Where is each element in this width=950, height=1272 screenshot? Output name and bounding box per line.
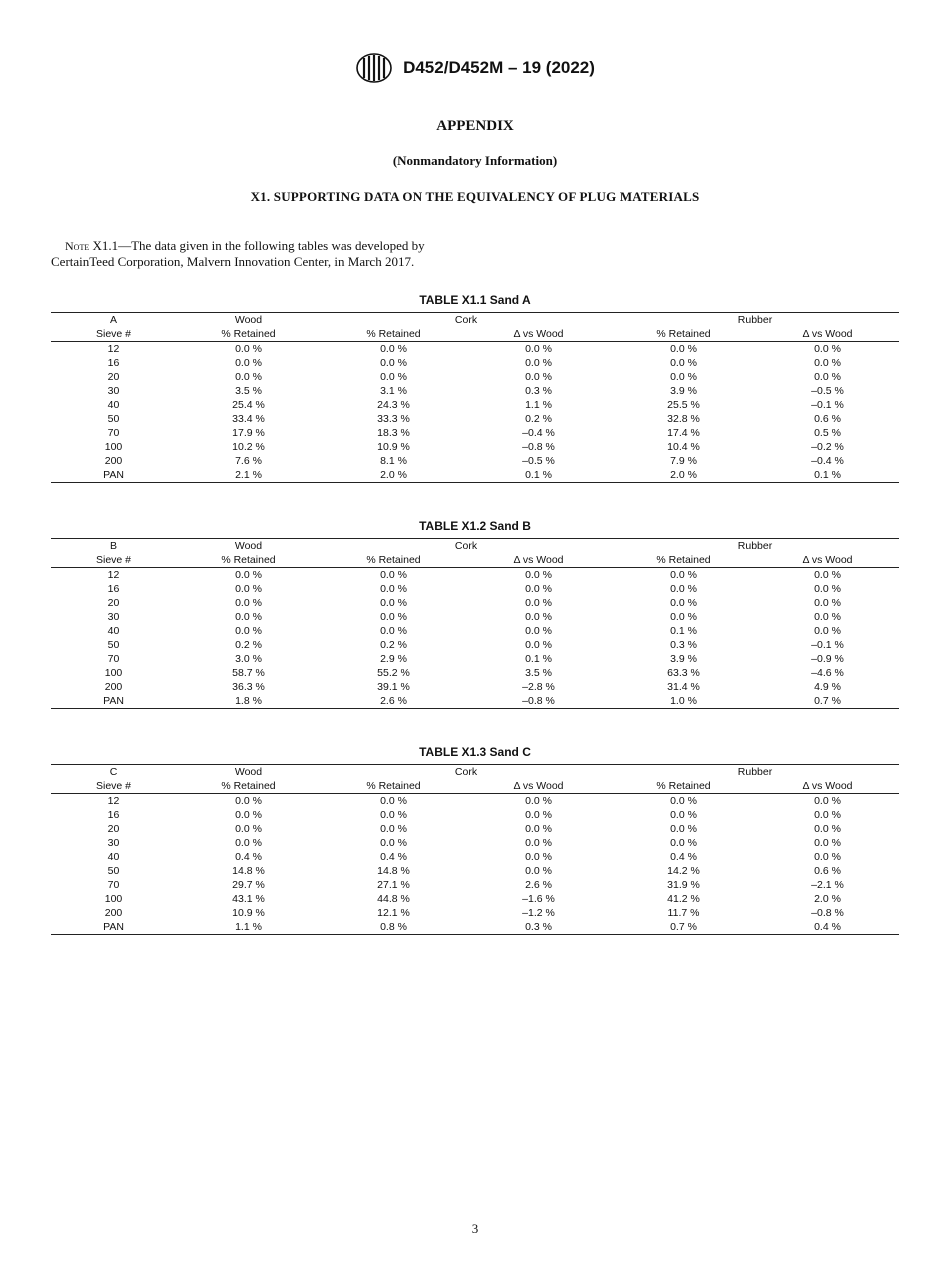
value-cell: 0.4 % <box>235 851 262 863</box>
sieve-cell: 200 <box>104 455 123 467</box>
value-cell: 0.0 % <box>235 597 262 609</box>
sieve-cell: 70 <box>107 879 120 891</box>
table-row <box>51 624 899 638</box>
value-cell: 0.3 % <box>670 639 697 651</box>
value-cell: 0.0 % <box>670 357 697 369</box>
table-sand-c <box>51 744 899 935</box>
value-cell: 0.0 % <box>525 837 552 849</box>
table-row <box>51 878 899 892</box>
value-cell: 10.9 % <box>232 907 265 919</box>
value-cell: 0.0 % <box>670 569 697 581</box>
value-cell: 58.7 % <box>232 667 265 679</box>
group-header: A <box>51 313 176 328</box>
value-cell: 3.9 % <box>670 653 697 665</box>
value-cell: 0.0 % <box>670 371 697 383</box>
value-cell: 0.1 % <box>670 625 697 637</box>
sieve-cell: 12 <box>107 569 120 581</box>
table-row <box>51 412 899 426</box>
table-title: TABLE X1.2 Sand B <box>419 519 531 533</box>
value-cell: 14.8 % <box>232 865 265 877</box>
value-cell: 0.0 % <box>670 823 697 835</box>
value-cell: 0.0 % <box>525 343 552 355</box>
value-cell: 0.0 % <box>670 809 697 821</box>
value-cell: 0.0 % <box>814 569 841 581</box>
sieve-cell: 30 <box>107 611 120 623</box>
sieve-cell: 40 <box>107 625 120 637</box>
sieve-cell: 12 <box>107 795 120 807</box>
column-header: Sieve # <box>51 553 176 568</box>
document-header <box>0 52 950 84</box>
sieve-cell: 70 <box>107 653 120 665</box>
group-header: Wood <box>176 313 321 328</box>
value-cell: –0.8 % <box>522 441 555 453</box>
note-label: Note <box>65 239 90 253</box>
column-header: % Retained <box>321 553 466 568</box>
table-title: TABLE X1.3 Sand C <box>419 745 531 759</box>
value-cell: 0.0 % <box>235 357 262 369</box>
value-cell: 0.0 % <box>670 597 697 609</box>
value-cell: 0.2 % <box>235 639 262 651</box>
table-row <box>51 652 899 666</box>
column-header: % Retained <box>321 327 466 342</box>
value-cell: 0.0 % <box>670 837 697 849</box>
value-cell: 43.1 % <box>232 893 265 905</box>
value-cell: 7.9 % <box>670 455 697 467</box>
value-cell: 0.0 % <box>380 837 407 849</box>
value-cell: 25.5 % <box>667 399 700 411</box>
group-header: Rubber <box>611 765 899 780</box>
value-cell: 0.0 % <box>525 371 552 383</box>
value-cell: 1.1 % <box>525 399 552 411</box>
value-cell: 0.0 % <box>670 583 697 595</box>
table-row <box>51 426 899 440</box>
table-row <box>51 906 899 920</box>
column-header: Δ vs Wood <box>756 779 899 794</box>
column-header: Sieve # <box>51 779 176 794</box>
value-cell: 1.1 % <box>176 920 321 935</box>
value-cell: 0.0 % <box>380 371 407 383</box>
value-cell: 0.0 % <box>380 597 407 609</box>
value-cell: 0.0 % <box>814 357 841 369</box>
group-header: Wood <box>176 539 321 554</box>
table-row <box>51 680 899 694</box>
value-cell: 1.0 % <box>611 694 756 709</box>
value-cell: 2.9 % <box>380 653 407 665</box>
column-header: % Retained <box>176 779 321 794</box>
value-cell: 14.8 % <box>377 865 410 877</box>
value-cell: 0.0 % <box>525 639 552 651</box>
sieve-cell: 50 <box>107 639 120 651</box>
value-cell: 2.0 % <box>814 893 841 905</box>
value-cell: 39.1 % <box>377 681 410 693</box>
column-header: Δ vs Wood <box>756 553 899 568</box>
value-cell: 0.0 % <box>814 795 841 807</box>
value-cell: 0.0 % <box>235 823 262 835</box>
value-cell: 0.1 % <box>756 468 899 483</box>
value-cell: 2.6 % <box>525 879 552 891</box>
column-header: Sieve # <box>51 327 176 342</box>
table-sand-a <box>51 292 899 483</box>
value-cell: 0.0 % <box>235 795 262 807</box>
value-cell: 31.4 % <box>667 681 700 693</box>
value-cell: 0.8 % <box>321 920 466 935</box>
sieve-cell: 100 <box>104 667 123 679</box>
table-row <box>51 666 899 680</box>
value-cell: –1.2 % <box>522 907 555 919</box>
table-row <box>51 568 899 583</box>
value-cell: –0.4 % <box>811 455 844 467</box>
value-cell: 2.1 % <box>176 468 321 483</box>
value-cell: 0.0 % <box>814 611 841 623</box>
value-cell: 0.0 % <box>814 625 841 637</box>
value-cell: 8.1 % <box>380 455 407 467</box>
value-cell: –2.8 % <box>522 681 555 693</box>
sieve-cell: 40 <box>107 851 120 863</box>
value-cell: 29.7 % <box>232 879 265 891</box>
value-cell: –0.5 % <box>522 455 555 467</box>
table-row <box>51 808 899 822</box>
value-cell: 0.0 % <box>670 795 697 807</box>
sieve-cell: PAN <box>51 468 176 483</box>
value-cell: 0.0 % <box>814 597 841 609</box>
column-header: Δ vs Wood <box>466 327 611 342</box>
column-header: % Retained <box>611 553 756 568</box>
value-cell: 11.7 % <box>667 907 700 919</box>
value-cell: 0.4 % <box>756 920 899 935</box>
value-cell: 10.4 % <box>667 441 700 453</box>
value-cell: 0.0 % <box>814 809 841 821</box>
data-table <box>51 764 899 935</box>
table-row <box>51 342 899 357</box>
value-cell: 0.0 % <box>380 343 407 355</box>
value-cell: 0.0 % <box>525 357 552 369</box>
data-table <box>51 312 899 483</box>
sieve-cell: 50 <box>107 413 120 425</box>
sieve-cell: PAN <box>51 920 176 935</box>
value-cell: 0.0 % <box>814 823 841 835</box>
sieve-cell: PAN <box>51 694 176 709</box>
table-row <box>51 920 899 935</box>
group-header: Rubber <box>611 539 899 554</box>
value-cell: 0.0 % <box>525 865 552 877</box>
table-row <box>51 370 899 384</box>
sieve-cell: 100 <box>104 893 123 905</box>
table-row <box>51 638 899 652</box>
value-cell: 44.8 % <box>377 893 410 905</box>
column-header: % Retained <box>176 553 321 568</box>
group-header: C <box>51 765 176 780</box>
value-cell: 31.9 % <box>667 879 700 891</box>
group-header: Rubber <box>611 313 899 328</box>
note-text-line-1: X1.1—The data given in the following tables was developed by <box>89 238 425 253</box>
table-row <box>51 582 899 596</box>
value-cell: 3.5 % <box>525 667 552 679</box>
value-cell: 0.1 % <box>466 468 611 483</box>
value-cell: 0.0 % <box>235 611 262 623</box>
value-cell: –0.2 % <box>811 441 844 453</box>
value-cell: 36.3 % <box>232 681 265 693</box>
value-cell: 0.0 % <box>380 611 407 623</box>
value-cell: 3.0 % <box>235 653 262 665</box>
sieve-cell: 200 <box>104 681 123 693</box>
value-cell: 0.0 % <box>814 343 841 355</box>
table-row <box>51 610 899 624</box>
value-cell: 0.0 % <box>525 625 552 637</box>
column-header: % Retained <box>176 327 321 342</box>
note-text-line-2: CertainTeed Corporation, Malvern Innovation Center, in March 2017. <box>51 254 415 269</box>
value-cell: 0.0 % <box>380 809 407 821</box>
value-cell: 0.0 % <box>380 357 407 369</box>
value-cell: 12.1 % <box>377 907 410 919</box>
value-cell: 3.5 % <box>235 385 262 397</box>
value-cell: –0.1 % <box>811 639 844 651</box>
value-cell: 0.0 % <box>525 611 552 623</box>
value-cell: 0.0 % <box>525 597 552 609</box>
table-row <box>51 794 899 809</box>
table-row <box>51 850 899 864</box>
value-cell: 0.0 % <box>235 809 262 821</box>
value-cell: 55.2 % <box>377 667 410 679</box>
sieve-cell: 16 <box>107 583 120 595</box>
value-cell: 2.6 % <box>321 694 466 709</box>
table-row <box>51 864 899 878</box>
table-row <box>51 356 899 370</box>
value-cell: 0.0 % <box>380 625 407 637</box>
value-cell: 0.0 % <box>814 851 841 863</box>
value-cell: 0.1 % <box>525 653 552 665</box>
value-cell: 25.4 % <box>232 399 265 411</box>
value-cell: 0.2 % <box>525 413 552 425</box>
value-cell: –0.5 % <box>811 385 844 397</box>
table-title: TABLE X1.1 Sand A <box>419 293 531 307</box>
value-cell: 0.0 % <box>235 371 262 383</box>
sieve-cell: 20 <box>107 823 120 835</box>
value-cell: 0.0 % <box>235 583 262 595</box>
table-row <box>51 398 899 412</box>
sieve-cell: 20 <box>107 597 120 609</box>
table-row <box>51 440 899 454</box>
value-cell: 0.3 % <box>466 920 611 935</box>
value-cell: –0.8 % <box>466 694 611 709</box>
value-cell: 0.0 % <box>380 795 407 807</box>
value-cell: 0.5 % <box>814 427 841 439</box>
column-header: % Retained <box>611 327 756 342</box>
group-header: Cork <box>321 313 611 328</box>
page-number: 3 <box>471 1221 479 1236</box>
value-cell: 0.0 % <box>235 625 262 637</box>
table-row <box>51 384 899 398</box>
value-cell: 10.9 % <box>377 441 410 453</box>
table-sand-b <box>51 518 899 709</box>
value-cell: –0.9 % <box>811 653 844 665</box>
value-cell: 63.3 % <box>667 667 700 679</box>
value-cell: 2.0 % <box>611 468 756 483</box>
value-cell: 0.0 % <box>235 569 262 581</box>
value-cell: 3.9 % <box>670 385 697 397</box>
value-cell: –2.1 % <box>811 879 844 891</box>
value-cell: 0.7 % <box>756 694 899 709</box>
value-cell: –0.8 % <box>811 907 844 919</box>
sieve-cell: 30 <box>107 837 120 849</box>
group-header: Cork <box>321 765 611 780</box>
value-cell: 0.4 % <box>380 851 407 863</box>
value-cell: 33.3 % <box>377 413 410 425</box>
value-cell: 18.3 % <box>377 427 410 439</box>
table-row <box>51 892 899 906</box>
value-cell: 0.0 % <box>235 837 262 849</box>
value-cell: 0.3 % <box>525 385 552 397</box>
astm-logo-icon <box>355 52 393 84</box>
sieve-cell: 30 <box>107 385 120 397</box>
sieve-cell: 200 <box>104 907 123 919</box>
sieve-cell: 12 <box>107 343 120 355</box>
column-header: % Retained <box>611 779 756 794</box>
value-cell: –4.6 % <box>811 667 844 679</box>
group-header: Cork <box>321 539 611 554</box>
sieve-cell: 16 <box>107 809 120 821</box>
section-title: X1. SUPPORTING DATA ON THE EQUIVALENCY OF PLUG MATERIALS <box>250 189 700 204</box>
value-cell: –1.6 % <box>522 893 555 905</box>
sieve-cell: 20 <box>107 371 120 383</box>
value-cell: 0.0 % <box>525 583 552 595</box>
value-cell: 0.0 % <box>235 343 262 355</box>
value-cell: 0.6 % <box>814 865 841 877</box>
value-cell: 0.0 % <box>380 823 407 835</box>
value-cell: 0.0 % <box>525 569 552 581</box>
group-header: B <box>51 539 176 554</box>
value-cell: 27.1 % <box>377 879 410 891</box>
value-cell: 4.9 % <box>814 681 841 693</box>
sieve-cell: 100 <box>104 441 123 453</box>
column-header: Δ vs Wood <box>756 327 899 342</box>
value-cell: 3.1 % <box>380 385 407 397</box>
value-cell: –0.4 % <box>522 427 555 439</box>
table-row <box>51 694 899 709</box>
group-header: Wood <box>176 765 321 780</box>
value-cell: 17.9 % <box>232 427 265 439</box>
sieve-cell: 40 <box>107 399 120 411</box>
value-cell: 0.7 % <box>611 920 756 935</box>
table-row <box>51 596 899 610</box>
value-cell: 7.6 % <box>235 455 262 467</box>
value-cell: 41.2 % <box>667 893 700 905</box>
value-cell: 17.4 % <box>667 427 700 439</box>
value-cell: 0.0 % <box>380 569 407 581</box>
column-header: Δ vs Wood <box>466 779 611 794</box>
table-row <box>51 454 899 468</box>
sieve-cell: 50 <box>107 865 120 877</box>
nonmandatory-subtitle: (Nonmandatory Information) <box>392 153 558 168</box>
data-table <box>51 538 899 709</box>
value-cell: 24.3 % <box>377 399 410 411</box>
value-cell: 1.8 % <box>176 694 321 709</box>
document-designation: D452/D452M – 19 (2022) <box>403 58 595 77</box>
table-row <box>51 836 899 850</box>
table-row <box>51 468 899 483</box>
table-row <box>51 822 899 836</box>
value-cell: 0.0 % <box>670 343 697 355</box>
value-cell: 0.2 % <box>380 639 407 651</box>
column-header: Δ vs Wood <box>466 553 611 568</box>
note-x1-1 <box>51 238 491 270</box>
sieve-cell: 70 <box>107 427 120 439</box>
appendix-title: APPENDIX <box>436 118 514 134</box>
value-cell: 0.0 % <box>525 823 552 835</box>
value-cell: 33.4 % <box>232 413 265 425</box>
value-cell: 0.6 % <box>814 413 841 425</box>
value-cell: 0.0 % <box>525 851 552 863</box>
value-cell: 0.0 % <box>814 837 841 849</box>
value-cell: 0.0 % <box>814 583 841 595</box>
value-cell: 0.0 % <box>670 611 697 623</box>
sieve-cell: 16 <box>107 357 120 369</box>
value-cell: –0.1 % <box>811 399 844 411</box>
value-cell: 0.0 % <box>380 583 407 595</box>
value-cell: 32.8 % <box>667 413 700 425</box>
value-cell: 0.0 % <box>814 371 841 383</box>
value-cell: 0.0 % <box>525 795 552 807</box>
value-cell: 14.2 % <box>667 865 700 877</box>
value-cell: 0.0 % <box>525 809 552 821</box>
value-cell: 2.0 % <box>321 468 466 483</box>
column-header: % Retained <box>321 779 466 794</box>
value-cell: 10.2 % <box>232 441 265 453</box>
value-cell: 0.4 % <box>670 851 697 863</box>
